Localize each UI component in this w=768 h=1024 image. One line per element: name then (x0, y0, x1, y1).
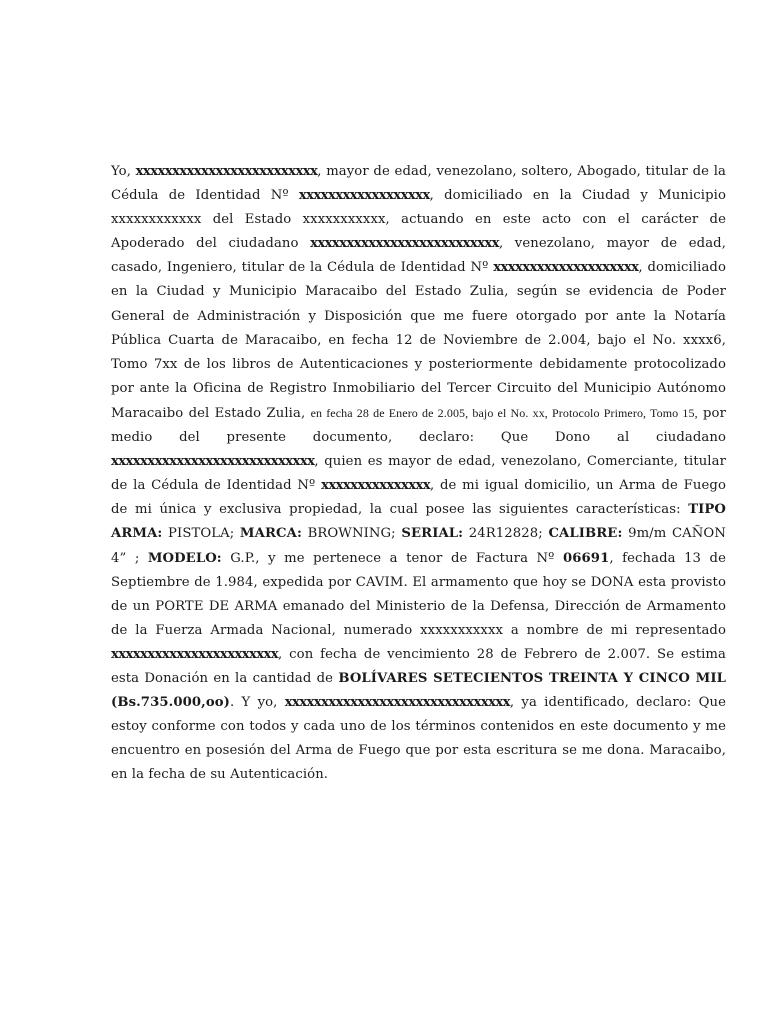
redacted-text: xxxxxxxxxxxxxxxxxx (298, 188, 430, 204)
body-text: PISTOLA; (162, 526, 240, 542)
body-text: BROWNING; (301, 526, 402, 542)
bold-text: TIPO ARMA: (111, 502, 726, 542)
redacted-text: xxxxxxxxxxxxxxxxxxxxxxxxxx (310, 236, 499, 252)
redacted-text: xxxxxxxxxxxxxxxxxxxxxxx (111, 646, 279, 662)
redacted-text: xxxxxxxxxxxxxxx (321, 478, 430, 494)
body-text: G.P., y me pertenece a tenor de Factura Nº (221, 550, 563, 566)
body-text: , de mi igual domicilio, un Arma de Fuego de mi única y exclusiva propiedad, la cual posee las siguientes características: (111, 478, 726, 518)
bold-text: MODELO: (147, 550, 222, 566)
bold-text: SERIAL: (401, 526, 464, 542)
redacted-text: xxxxxxxxxxxxxxxxxxxxxxxxxxxx (111, 454, 315, 470)
body-text: por medio del presente documento, declaro: Que Dono al ciudadano (111, 405, 726, 446)
redacted-text: xxxxxxxxxxxxxxxxxxxxxxxxx (135, 164, 318, 179)
body-text: . Y yo, (229, 695, 285, 711)
body-text: , venezolano, mayor de edad, casado, Ingeniero, titular de la Cédula de Identidad Nº (111, 236, 726, 276)
body-text: , domiciliado en la Ciudad y Municipio xxxxxxxxxxxx del Estado xxxxxxxxxxx, actuando en este acto con el carácter de Apoderado del ciudadano (111, 188, 726, 252)
bold-text: CALIBRE: (548, 526, 623, 542)
redacted-text: xxxxxxxxxxxxxxxxxxxxxxxxxxxxxxx (284, 695, 510, 711)
body-text: 24R12828; (463, 526, 549, 542)
body-text: , quien es mayor de edad, venezolano, Comerciante, titular de la Cédula de Identidad Nº (111, 454, 726, 494)
bold-text: BOLÍVARES SETECIENTOS TREINTA Y CINCO MIL (Bs.735.000,oo) (111, 670, 726, 711)
bold-text: MARCA: (239, 526, 302, 542)
body-text: , mayor de edad, venezolano, soltero, Abogado, titular de la Cédula de Identidad Nº (111, 164, 726, 204)
body-text: , ya identificado, declaro: Que estoy conforme con todos y cada uno de los términos contenidos en este documento y me encuentro en posesión del Arma de Fuego que por esta escritura se me dona. Maracaibo, en la fecha de su Autenticación. (111, 695, 726, 783)
body-text: , domiciliado en la Ciudad y Municipio Maracaibo del Estado Zulia, según se evidencia de Poder General de Administración y Disposición que me fuere otorgado por ante la Notaría Pública Cuarta de Maracaibo, en fecha 12 de Noviembre de 2.004, bajo el No. xxxx6, Tomo 7xx de los libros de Autenticaciones y posteriormente debidamente protocolizado por ante la Oficina de Registro Inmobiliario del Tercer Circuito del Municipio Autónomo Maracaibo del Estado Zulia, (111, 260, 726, 421)
redacted-text: xxxxxxxxxxxxxxxxxxxx (493, 260, 639, 276)
body-text: Yo, (111, 164, 136, 179)
body-text: 9m/m CAÑON 4” ; (111, 526, 726, 566)
condensed-text: en fecha 28 de Enero de 2.005, bajo el No. xx, Protocolo Primero, Tomo 15, (310, 405, 698, 420)
donation-document-paragraph (111, 160, 726, 787)
bold-text: 06691 (562, 550, 610, 566)
body-text: , fechada 13 de Septiembre de 1.984, expedida por CAVIM. El armamento que hoy se DONA esta provisto de un PORTE DE ARMA emanado del Ministerio de la Defensa, Dirección de Armamento de la Fuerza Armada Nacional, numerado xxxxxxxxxxx a nombre de mi representado (111, 550, 726, 638)
body-text: , con fecha de vencimiento 28 de Febrero de 2.007. Se estima esta Donación en la cantidad de (111, 646, 726, 686)
